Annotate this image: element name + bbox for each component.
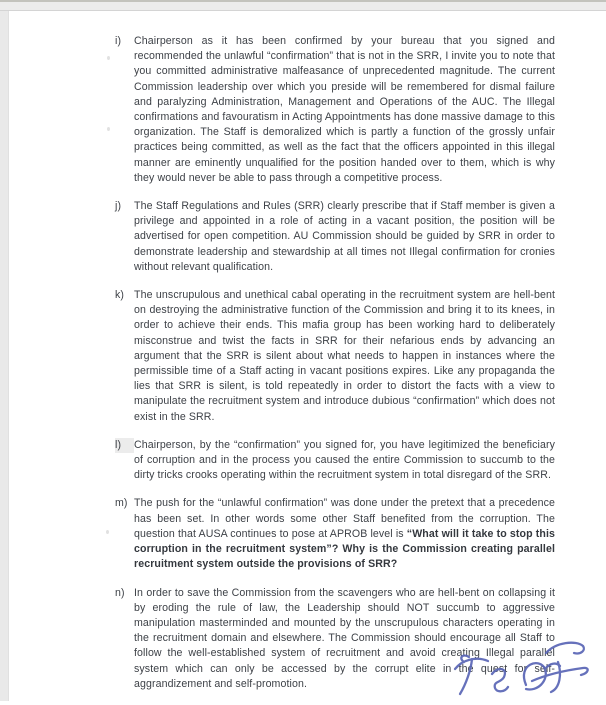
paragraph-text: The unscrupulous and unethical cabal operating in the recruitment system are hell-bent on destroying the administrative function of the Commission and bring it to its knees, in order to achieve their ends. This mafia group has been working hard to deliberately misconstrue and twist the facts in SRR for their nefarious ends by advancing an argument that the SRR is silent about what needs to happen in instances where the permissible time of a Staff acting in vacant positions expires. Like any propaganda the lies that SRR is silent, is told repeatedly in order to distort the facts with a view to manipulate the recruitment system and introduce dubious “confirmation” which does not exist in the SRR. [134,289,555,423]
paragraph-label: i) [115,35,122,47]
top-scan-bar [0,0,606,11]
paragraph-j [115,199,555,275]
paragraph-k [115,288,555,425]
document-page [115,34,555,705]
paragraph-bold-question: “What will it take to stop this corruption in the recruitment system”? Why is the Commission creating parallel recruitment system outside the provisions of SRR? [134,527,555,571]
scan-speck [107,127,110,131]
paragraph-label: l) [115,438,134,453]
paragraph-label: n) [115,586,125,599]
paragraph-label: k) [115,289,125,302]
left-scan-edge [0,11,9,701]
paragraph-text: The push for the “unlawful confirmation” was done under the pretext that a precedence has been set. In other words some other Staff benefited from the corruption. The question that AUSA continues to pose at APROB level is “What will it take to stop this corruption in the recruitment system”? Why is the Commission creating parallel recruitment system outside the provisions of SRR? [134,497,555,571]
handwritten-signature [438,636,600,700]
signature-swoosh [546,643,584,654]
paragraph-text: Chairperson, by the “confirmation” you signed for, you have legitimized the beneficiary of corruption and in the process you caused the entire Commission to succumb to the dirty tricks crooks operating within the recruitment system in total disregard of the SRR. [134,438,555,482]
paragraph-text: Chairperson as it has been confirmed by your bureau that you signed and recommended the unlawful “confirmation” that is not in the SRR, I invite you to note that you committed administrative malfeasance of unprecedented magnitude. The current Commission leadership over which you preside will be remembered for dismal failure and paralyzing Administration, Management and Operations of the AUC. The Illegal confirmations and favouratism in Acting Appointments has done massive damage to this organization. The Staff is demoralized which is partly a function of the grossly unfair practices being committed, as well as the fact that the officers appointed in this illegal manner are eminently unqualified for the position handed over to them, which is why they would never be able to pass through a competitive process. [134,35,555,184]
paragraph-text: In order to save the Commission from the scavengers who are hell-bent on collapsing it by eroding the rule of law, the Leadership should NOT succumb to aggressive manipulation masterminded and mounted by the unscrupulous characters operating in the recruitment domain and elsewhere. The Commission should encourage all Staff to follow the well-established system of recruitment and avoid creating Illegal parallel system which can only be accessed by the corrupt elite in the quest for self-aggrandizement and self-promotion. [134,586,555,690]
paragraph-label: m) [115,497,128,510]
paragraph-label: j) [115,200,122,213]
paragraph-m [115,496,555,572]
paragraph-l [115,438,555,484]
scan-speck [106,530,109,534]
paragraph-text: The Staff Regulations and Rules (SRR) clearly prescribe that if Staff member is given a privilege and appointed in a role of acting in a vacant position, the position will be advertised for open competition. AU Commission should be guided by SRR in order to demonstrate leadership and stewardship at all times not Illegal confirmation for cronies without relevant qualification. [134,200,555,273]
scan-speck [107,56,110,60]
paragraph-i [115,34,555,186]
